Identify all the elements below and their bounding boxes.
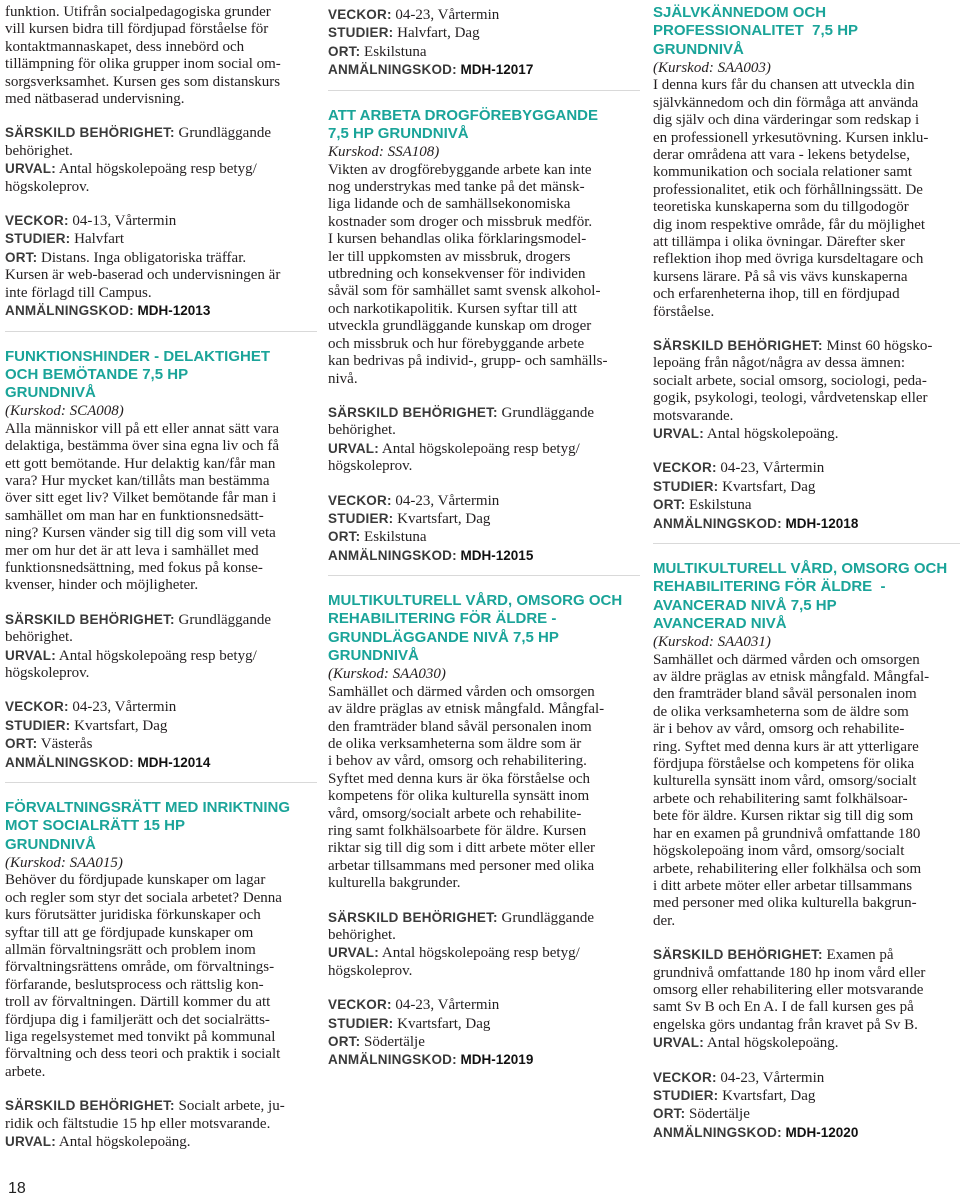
info-field xyxy=(328,1051,640,1069)
info-field xyxy=(328,510,640,528)
field-value: Grundläggande behörighet. xyxy=(5,611,271,646)
field-value: Antal högskolepoäng resp betyg/ högskoleprov. xyxy=(328,440,580,475)
info-field xyxy=(328,944,640,980)
course-title: ATT ARBETA DROGFÖREBYGGANDE 7,5 HP GRUNDNIVÅ xyxy=(328,106,598,142)
field-value: Antal högskolepoäng. xyxy=(55,1134,191,1151)
field-value: Grundläggande behörighet. xyxy=(328,909,594,944)
field-label: URVAL: xyxy=(653,1035,704,1051)
course-info-fields xyxy=(653,459,960,533)
field-value: Kvartsfart, Dag xyxy=(393,1015,491,1032)
info-field xyxy=(328,996,640,1014)
course-info-fields xyxy=(5,212,317,320)
field-value: Distans. Inga obligatoriska träffar. Kursen är web-baserad och undervisningen är inte förlagd till Campus. xyxy=(5,249,281,301)
info-field xyxy=(5,1097,317,1133)
info-field xyxy=(653,1034,960,1052)
info-field xyxy=(5,249,317,302)
field-value: Grundläggande behörighet. xyxy=(328,404,594,439)
field-value: Antal högskolepoäng. xyxy=(703,426,839,443)
course-code: (Kurskod: SAA031) xyxy=(653,634,771,651)
field-label: ANMÄLNINGSKOD: xyxy=(328,547,457,563)
field-value: 04-23, Vårtermin xyxy=(391,997,500,1014)
field-label: VECKOR: xyxy=(5,213,69,229)
field-value: Antal högskolepoäng resp betyg/ högskoleprov. xyxy=(5,161,257,195)
course-code: (Kurskod: SAA015) xyxy=(5,855,123,871)
course-title: MULTIKULTURELL VÅRD, OMSORG OCH REHABILITERING FÖR ÄLDRE - GRUNDLÄGGANDE NIVÅ 7,5 HP GRUNDNIVÅ xyxy=(328,592,623,665)
field-label: ORT: xyxy=(5,736,38,752)
field-value: Antal högskolepoäng resp betyg/ högskoleprov. xyxy=(328,945,580,979)
field-label: VECKOR: xyxy=(653,460,717,476)
application-code: MDH-12020 xyxy=(781,1124,859,1140)
course-description: Samhället och därmed vården och omsorgen av äldre präglas av etnisk mångfald. Mångfal- den framträder bland såväl personalen inom de olika verksamheterna som äldre som är i behov av vård, omsorg och rehabilitering. Syftet med denna kurs är öka förståelse och kompetens för olika kulturella synsätt inom vård, omsorg/socialt arbete och rehabilite- ring samt folkhälsoarbete för äldre. Kursen riktar sig till dig som i ditt arbete möter eller arbetar tillsammans med personer med olika kulturella bakgrunder. xyxy=(328,683,605,892)
info-field xyxy=(653,425,960,443)
info-field xyxy=(5,717,317,735)
field-label: SÄRSKILD BEHÖRIGHET: xyxy=(328,404,498,420)
info-field xyxy=(653,1124,960,1142)
info-field xyxy=(328,24,640,42)
field-value: Antal högskolepoäng resp betyg/ högskoleprov. xyxy=(5,647,257,682)
course-description: funktion. Utifrån socialpedagogiska grunder vill kursen bidra till fördjupad förståelse för kontaktmannaskapet, dess innebörd och tillämpning för olika grupper inom social om- sorgsverksamhet. Kursen ges som distanskurs med nätbaserad undervisning. xyxy=(5,4,281,108)
field-label: VECKOR: xyxy=(5,699,69,715)
info-field xyxy=(5,212,317,230)
course-info-fields xyxy=(5,698,317,772)
info-field xyxy=(5,302,317,320)
info-field xyxy=(653,1069,960,1087)
course-info-fields xyxy=(328,996,640,1070)
field-value: Kvartsfart, Dag xyxy=(718,1087,816,1104)
column-left xyxy=(5,4,317,1152)
column-right xyxy=(653,4,960,1142)
field-value: 04-13, Vårtermin xyxy=(68,213,177,230)
info-field xyxy=(328,1015,640,1033)
field-value: Eskilstuna xyxy=(685,497,752,514)
field-label: ANMÄLNINGSKOD: xyxy=(653,1124,782,1140)
info-field xyxy=(5,754,317,772)
field-value: Examen på grundnivå omfattande 180 hp inom vård eller omsorg eller rehabilitering eller motsvarande samt Sv B och En A. I de fall kursen ges på engelska görs undantag från kravet på Sv B. xyxy=(653,947,926,1033)
info-field xyxy=(5,647,317,683)
field-value: Södertälje xyxy=(360,1034,425,1051)
section-divider xyxy=(653,543,960,544)
info-field xyxy=(5,611,317,647)
field-label: VECKOR: xyxy=(653,1069,717,1085)
field-value: Antal högskolepoäng. xyxy=(703,1035,839,1052)
field-value: Kvartsfart, Dag xyxy=(718,478,816,495)
field-label: ORT: xyxy=(328,1034,361,1050)
info-field xyxy=(328,909,640,945)
info-field xyxy=(5,698,317,716)
application-code: MDH-12014 xyxy=(133,754,211,770)
field-label: SÄRSKILD BEHÖRIGHET: xyxy=(653,337,823,353)
field-label: SÄRSKILD BEHÖRIGHET: xyxy=(328,909,498,925)
field-label: ANMÄLNINGSKOD: xyxy=(328,1052,457,1068)
info-field xyxy=(653,515,960,533)
course-code: (Kurskod: SCA008) xyxy=(5,403,124,420)
course-title: FUNKTIONSHINDER - DELAKTIGHET OCH BEMÖTANDE 7,5 HP GRUNDNIVÅ xyxy=(5,347,270,402)
field-value: Västerås xyxy=(37,736,93,753)
info-field xyxy=(653,337,960,425)
field-label: STUDIER: xyxy=(5,231,71,247)
field-label: URVAL: xyxy=(328,945,379,961)
application-code: MDH-12018 xyxy=(781,515,859,531)
info-field xyxy=(328,404,640,440)
info-field xyxy=(5,735,317,753)
field-label: VECKOR: xyxy=(328,492,392,508)
info-field xyxy=(328,492,640,510)
section-divider xyxy=(328,90,640,91)
page-number: 18 xyxy=(8,1180,26,1197)
course-code: (Kurskod: SAA030) xyxy=(328,666,446,683)
field-label: URVAL: xyxy=(653,426,704,442)
field-value: Grundläggande behörighet. xyxy=(5,125,271,159)
info-field xyxy=(328,61,640,79)
section-divider xyxy=(5,782,317,783)
field-label: URVAL: xyxy=(328,440,379,456)
field-label: VECKOR: xyxy=(328,997,392,1013)
field-value: 04-23, Vårtermin xyxy=(391,7,500,23)
field-value: Halvfart xyxy=(70,231,125,248)
field-label: SÄRSKILD BEHÖRIGHET: xyxy=(5,1098,175,1114)
field-label: URVAL: xyxy=(5,647,56,663)
info-field xyxy=(653,1105,960,1123)
info-field xyxy=(328,547,640,565)
field-value: 04-23, Vårtermin xyxy=(68,699,177,716)
course-title: SJÄLVKÄNNEDOM OCH PROFESSIONALITET 7,5 HP GRUNDNIVÅ xyxy=(653,4,859,58)
info-field xyxy=(328,528,640,546)
section-divider xyxy=(5,331,317,332)
info-field xyxy=(5,124,317,160)
course-description: Behöver du fördjupade kunskaper om lagar och regler som styr det sociala arbetet? Denna kurs förutsätter juridiska förkunskaper och syftar till att ge fördjupade kunskaper om allmän förvaltningsrätt och problem inom förvaltningsrättens område, om förvaltnings- förfarande, beslutsprocess och rättslig kon- troll av förvaltningen. Därtill kommer du att fördjupa dig i familjerätt och det socialrätts- liga regelsystemet med tonvikt på kommunal förvaltning och dess teori och praktik i socialt arbete. xyxy=(5,872,282,1080)
field-label: STUDIER: xyxy=(328,510,394,526)
field-value: Södertälje xyxy=(685,1106,750,1123)
course-info-fields xyxy=(5,124,317,196)
info-field xyxy=(328,440,640,476)
field-label: VECKOR: xyxy=(328,7,392,22)
field-value: Socialt arbete, ju- ridik och fältstudie 15 hp eller motsvarande. xyxy=(5,1098,285,1132)
field-label: STUDIER: xyxy=(328,1015,394,1031)
field-label: ORT: xyxy=(653,497,686,513)
field-label: ORT: xyxy=(328,529,361,545)
field-value: Kvartsfart, Dag xyxy=(393,510,491,527)
info-field xyxy=(653,496,960,514)
info-field xyxy=(653,946,960,1034)
course-title: MULTIKULTURELL VÅRD, OMSORG OCH REHABILITERING FÖR ÄLDRE - AVANCERAD NIVÅ 7,5 HP AVANCERAD NIVÅ xyxy=(653,560,948,632)
field-label: STUDIER: xyxy=(653,478,719,494)
course-description: Vikten av drogförebyggande arbete kan inte nog understrykas med tanke på det mänsk- liga lidande och de samhällsekonomiska kostnader som droger och missbruk medför. I kursen behandlas olika förklaringsmodel- ler till uppkomsten av missbruk, drogers utbredning och konsekvenser för individen såväl som för samhället samt svensk alkohol- och narkotikapolitik. Kursen syftar till att utveckla grundläggande kunskap om droger och missbruk och hur förebyggande arbete kan bedrivas på individ-, grupp- och samhälls- nivå. xyxy=(328,161,608,387)
field-value: 04-23, Vårtermin xyxy=(716,460,825,477)
field-label: ANMÄLNINGSKOD: xyxy=(653,515,782,531)
info-field xyxy=(5,160,317,196)
course-code: (Kurskod: SAA003) xyxy=(653,59,771,76)
field-label: SÄRSKILD BEHÖRIGHET: xyxy=(5,125,175,141)
course-description: Samhället och därmed vården och omsorgen av äldre präglas av etnisk mångfald. Mångfal- den framträder bland såväl personalen inom de olika verksamheterna som de äldre som är i behov av vård, omsorg och rehabilite- ring. Syftet med denna kurs är att ytterligare fördjupa förståelse och kompetens för olika kulturella synsätt inom vård, omsorg/socialt arbete och rehabilitering samt folkhälsoar- bete för äldre. Kursen riktar sig till dig som har en examen på grundnivå omfattande 180 högskolepoäng inom vård, omsorg/socialt arbete, rehabilitering eller folkhälsa och som i ditt arbete möter eller arbetar tillsammans med personer med olika kulturella bakgrun- der. xyxy=(653,651,930,929)
field-value: Minst 60 högsko- lepoäng från något/några av dessa ämnen: socialt arbete, social omsorg, sociologi, peda- gogik, psykologi, teologi, vårdvetenskap eller motsvarande. xyxy=(653,337,933,424)
field-label: STUDIER: xyxy=(653,1087,719,1103)
course-info-fields xyxy=(5,611,317,683)
field-label: ORT: xyxy=(653,1106,686,1122)
info-field xyxy=(653,478,960,496)
field-label: ANMÄLNINGSKOD: xyxy=(5,754,134,770)
course-code: Kurskod: SSA108) xyxy=(328,144,440,161)
field-label: URVAL: xyxy=(5,1134,56,1150)
course-info-fields xyxy=(653,337,960,443)
field-label: URVAL: xyxy=(5,161,56,177)
course-info-fields xyxy=(653,946,960,1052)
field-label: ORT: xyxy=(5,249,38,265)
info-field xyxy=(328,43,640,61)
field-label: SÄRSKILD BEHÖRIGHET: xyxy=(653,947,823,963)
course-info-fields xyxy=(653,1069,960,1143)
course-info-fields xyxy=(328,6,640,80)
course-description: I denna kurs får du chansen att utveckla din självkännedom och din förmåga att använda dig själv och dina värderingar som redskap i en professionell yrkesutövning. Kursen inklu- derar områdena att vara - lekens betydelse, kommunikation och sociala relationer samt professionalitet, etik och förhållningssätt. De teoretiska kunskaperna som du tillgodogör dig inom respektive område, får du möjlighet att tillämpa i olika övningar. Därefter sker reflektion ihop med övriga kursdeltagare och kursens lärare. På så vis vävs kunskaperna och erfarenheterna ihop, till en fördjupad förståelse. xyxy=(653,77,929,320)
info-field xyxy=(653,459,960,477)
field-label: ANMÄLNINGSKOD: xyxy=(5,303,134,319)
course-title: FÖRVALTNINGSRÄTT MED INRIKTNING MOT SOCIALRÄTT 15 HP GRUNDNIVÅ xyxy=(5,799,290,853)
field-label: ANMÄLNINGSKOD: xyxy=(328,62,457,78)
field-value: 04-23, Vårtermin xyxy=(391,492,500,509)
column-middle xyxy=(328,6,640,1070)
field-value: Halvfart, Dag xyxy=(393,25,480,42)
section-divider xyxy=(328,575,640,576)
application-code: MDH-12015 xyxy=(456,547,534,563)
info-field xyxy=(328,6,640,24)
course-info-fields xyxy=(328,492,640,566)
application-code: MDH-12017 xyxy=(456,62,534,78)
info-field xyxy=(653,1087,960,1105)
field-label: ORT: xyxy=(328,43,361,59)
info-field xyxy=(5,230,317,248)
application-code: MDH-12013 xyxy=(133,303,211,319)
field-value: 04-23, Vårtermin xyxy=(716,1069,825,1086)
field-label: STUDIER: xyxy=(328,25,394,41)
field-label: SÄRSKILD BEHÖRIGHET: xyxy=(5,611,175,627)
field-value: Kvartsfart, Dag xyxy=(70,717,168,734)
info-field xyxy=(5,1133,317,1151)
course-info-fields xyxy=(5,1097,317,1151)
field-value: Eskilstuna xyxy=(360,529,427,546)
course-description: Alla människor vill på ett eller annat sätt vara delaktiga, bestämma över sina egna liv och få ett gott bemötande. Hur delaktig kan/får man vara? Hur mycket kan/tillåts man bestämma över sitt eget liv? Vilket bemötande får man i samhället om man har en funktionsnedsätt- ning? Kursen vänder sig till dig som vill veta mer om hur det är att leva i samhället med funktionsnedsättning, med fokus på konse- kvenser, hinder och möjligheter. xyxy=(5,420,280,594)
course-info-fields xyxy=(328,404,640,476)
info-field xyxy=(328,1033,640,1051)
field-value: Eskilstuna xyxy=(360,43,427,60)
course-info-fields xyxy=(328,909,640,981)
application-code: MDH-12019 xyxy=(456,1052,534,1068)
field-label: STUDIER: xyxy=(5,717,71,733)
